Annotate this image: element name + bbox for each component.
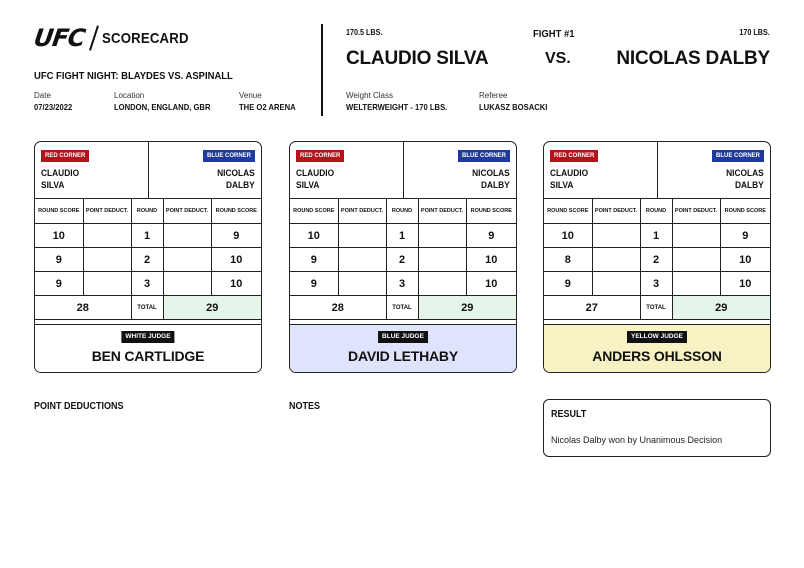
score-table [290, 198, 516, 320]
blue-point-deduct [163, 272, 211, 296]
total-label: TOTAL [131, 296, 163, 320]
venue-value: THE O2 ARENA [239, 102, 296, 112]
referee-value: LUKASZ BOSACKI [479, 102, 548, 112]
blue-round-score-header: ROUND SCORE [720, 199, 770, 224]
blue-round-score-header: ROUND SCORE [466, 199, 516, 224]
total-row [35, 296, 261, 320]
red-corner-name [550, 168, 588, 192]
red-round-score: 9 [544, 272, 592, 296]
score-header-row [35, 199, 261, 224]
round-number: 3 [640, 272, 672, 296]
result-title: RESULT [551, 409, 587, 420]
blue-point-deduct [418, 272, 466, 296]
red-point-deduct [338, 248, 386, 272]
judge-area [290, 324, 516, 373]
red-point-deduct [592, 248, 640, 272]
red-fighter-name: CLAUDIO SILVA [346, 48, 489, 69]
blue-total: 29 [163, 296, 261, 320]
judge-area [35, 324, 261, 373]
corner-divider [403, 142, 404, 198]
red-round-score: 8 [544, 248, 592, 272]
red-round-score: 10 [35, 224, 83, 248]
red-point-deduct [83, 248, 131, 272]
blue-corner-badge: BLUE CORNER [203, 150, 255, 162]
judge-badge: WHITE JUDGE [121, 331, 174, 343]
red-total: 28 [35, 296, 131, 320]
blue-corner-badge: BLUE CORNER [712, 150, 764, 162]
red-corner-name [296, 168, 334, 192]
blue-point-deduct-header: POINT DEDUCT. [672, 199, 720, 224]
blue-round-score: 10 [211, 272, 261, 296]
red-total: 27 [544, 296, 640, 320]
total-label: TOTAL [386, 296, 418, 320]
score-table [35, 198, 261, 320]
red-point-deduct [338, 224, 386, 248]
blue-last-name: DALBY [735, 180, 764, 191]
blue-round-score: 10 [466, 272, 516, 296]
blue-round-score: 9 [720, 224, 770, 248]
location-label: Location [114, 91, 145, 100]
red-weight: 170.5 LBS. [346, 28, 383, 37]
judge-name: DAVID LETHABY [348, 348, 458, 364]
blue-total: 29 [418, 296, 516, 320]
red-last-name: SILVA [41, 180, 65, 191]
total-row [290, 296, 516, 320]
point-deductions-title: POINT DEDUCTIONS [34, 401, 124, 412]
blue-point-deduct [163, 248, 211, 272]
scorecard-blue-judge [289, 141, 517, 373]
blue-corner-name [472, 168, 510, 192]
blue-round-score: 10 [720, 272, 770, 296]
red-point-deduct [83, 272, 131, 296]
judge-name: BEN CARTLIDGE [91, 348, 205, 364]
red-first-name: CLAUDIO [550, 168, 589, 179]
blue-round-score: 9 [211, 224, 261, 248]
round-number: 1 [386, 224, 418, 248]
red-round-score: 9 [35, 248, 83, 272]
date-value: 07/23/2022 [34, 102, 73, 112]
red-corner-badge: RED CORNER [41, 150, 89, 162]
total-label: TOTAL [640, 296, 672, 320]
red-last-name: SILVA [296, 180, 320, 191]
blue-point-deduct [418, 224, 466, 248]
round-row [544, 272, 770, 296]
location-value: LONDON, ENGLAND, GBR [114, 102, 211, 112]
red-corner-name [41, 168, 79, 192]
weight-class-value: WELTERWEIGHT - 170 LBS. [346, 102, 448, 112]
red-corner-badge: RED CORNER [550, 150, 598, 162]
corner-divider [657, 142, 658, 198]
corner-header [290, 142, 516, 198]
round-header: ROUND [131, 199, 163, 224]
round-row [290, 248, 516, 272]
blue-point-deduct [418, 248, 466, 272]
round-number: 3 [131, 272, 163, 296]
ufc-logo: UFC [32, 24, 87, 52]
blue-point-deduct [163, 224, 211, 248]
red-point-deduct [338, 272, 386, 296]
round-row [35, 272, 261, 296]
judge-name: ANDERS OHLSSON [592, 348, 722, 364]
round-number: 2 [640, 248, 672, 272]
red-round-score: 9 [35, 272, 83, 296]
blue-round-score: 9 [466, 224, 516, 248]
scorecard-white-judge [34, 141, 262, 373]
blue-weight: 170 LBS. [739, 28, 770, 37]
blue-corner-badge: BLUE CORNER [458, 150, 510, 162]
red-round-score: 9 [290, 272, 338, 296]
blue-first-name: NICOLAS [472, 168, 510, 179]
blue-point-deduct [672, 248, 720, 272]
round-row [544, 224, 770, 248]
date-label: Date [34, 91, 51, 100]
blue-total: 29 [672, 296, 770, 320]
judge-badge: YELLOW JUDGE [627, 331, 687, 343]
blue-round-score: 10 [720, 248, 770, 272]
logo-wrap [34, 24, 200, 52]
header-divider [321, 24, 323, 116]
score-table [544, 198, 770, 320]
referee-label: Referee [479, 91, 508, 100]
corner-divider [148, 142, 149, 198]
red-last-name: SILVA [550, 180, 574, 191]
blue-point-deduct-header: POINT DEDUCT. [163, 199, 211, 224]
red-point-deduct-header: POINT DEDUCT. [83, 199, 131, 224]
scorecard-yellow-judge [543, 141, 771, 373]
red-round-score: 10 [544, 224, 592, 248]
round-row [35, 224, 261, 248]
judge-area [544, 324, 770, 373]
fight-number: FIGHT #1 [533, 28, 575, 40]
score-header-row [544, 199, 770, 224]
notes-title: NOTES [289, 401, 321, 412]
round-header: ROUND [640, 199, 672, 224]
blue-point-deduct [672, 224, 720, 248]
blue-round-score-header: ROUND SCORE [211, 199, 261, 224]
vs-label: VS. [545, 50, 571, 67]
scorecard-label: SCORECARD [102, 29, 189, 47]
logo-slash [89, 25, 98, 50]
round-number: 1 [640, 224, 672, 248]
round-number: 2 [131, 248, 163, 272]
blue-point-deduct [672, 272, 720, 296]
red-first-name: CLAUDIO [41, 168, 80, 179]
blue-point-deduct-header: POINT DEDUCT. [418, 199, 466, 224]
red-round-score-header: ROUND SCORE [544, 199, 592, 224]
round-row [290, 224, 516, 248]
blue-corner-name [726, 168, 764, 192]
blue-first-name: NICOLAS [726, 168, 764, 179]
corner-header [544, 142, 770, 198]
result-box [543, 399, 771, 457]
blue-last-name: DALBY [226, 180, 255, 191]
total-row [544, 296, 770, 320]
red-total: 28 [290, 296, 386, 320]
blue-first-name: NICOLAS [217, 168, 255, 179]
round-row [35, 248, 261, 272]
red-round-score: 10 [290, 224, 338, 248]
round-number: 1 [131, 224, 163, 248]
score-header-row [290, 199, 516, 224]
blue-round-score: 10 [211, 248, 261, 272]
red-point-deduct [83, 224, 131, 248]
round-row [290, 272, 516, 296]
red-corner-badge: RED CORNER [296, 150, 344, 162]
venue-label: Venue [239, 91, 262, 100]
event-name: UFC FIGHT NIGHT: BLAYDES VS. ASPINALL [34, 70, 233, 82]
red-round-score: 9 [290, 248, 338, 272]
red-point-deduct-header: POINT DEDUCT. [592, 199, 640, 224]
red-point-deduct [592, 224, 640, 248]
red-round-score-header: ROUND SCORE [290, 199, 338, 224]
red-point-deduct-header: POINT DEDUCT. [338, 199, 386, 224]
result-text: Nicolas Dalby won by Unanimous Decision [551, 435, 723, 445]
blue-last-name: DALBY [481, 180, 510, 191]
corner-header [35, 142, 261, 198]
weight-class-label: Weight Class [346, 91, 393, 100]
round-number: 3 [386, 272, 418, 296]
red-point-deduct [592, 272, 640, 296]
judge-badge: BLUE JUDGE [378, 331, 428, 343]
round-number: 2 [386, 248, 418, 272]
round-header: ROUND [386, 199, 418, 224]
blue-corner-name [217, 168, 255, 192]
blue-round-score: 10 [466, 248, 516, 272]
blue-fighter-name: NICOLAS DALBY [616, 48, 770, 69]
red-first-name: CLAUDIO [296, 168, 335, 179]
round-row [544, 248, 770, 272]
red-round-score-header: ROUND SCORE [35, 199, 83, 224]
